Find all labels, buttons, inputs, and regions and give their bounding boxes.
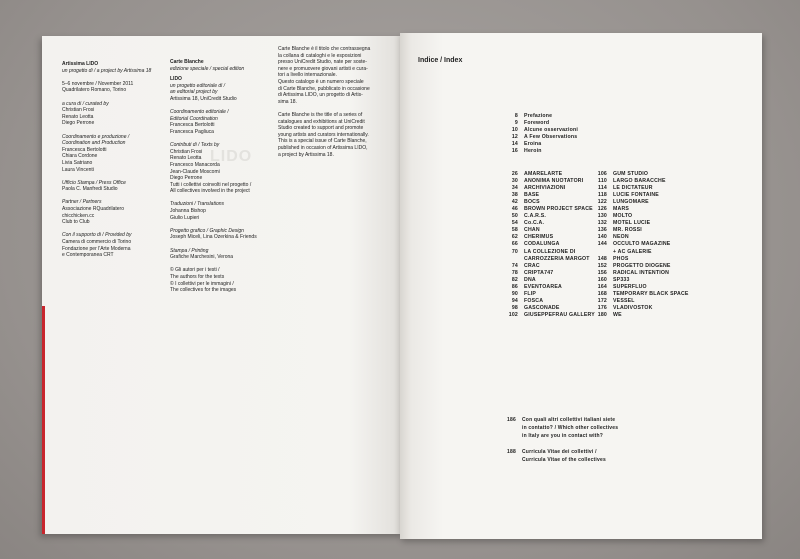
show-through-text: LIDO: [210, 148, 253, 165]
entry-title: CHERIMUS: [524, 234, 554, 241]
page-number: 26: [511, 171, 518, 177]
text-line: Livia Satriano: [62, 159, 93, 166]
index-title: Indice / Index: [418, 57, 463, 64]
text-line: Coordinamento e produzione /: [62, 133, 130, 140]
entry-title: Heroin: [524, 148, 542, 155]
text-line: Carte Blanche is the title of a series of: [278, 111, 363, 118]
text-line: Grafiche Marchesini, Verona: [170, 254, 234, 261]
page-number: [498, 432, 522, 440]
page-number: 172: [597, 297, 607, 304]
entry-title: LUNGOMARE: [613, 199, 649, 206]
text-line: The authors for the texts: [170, 274, 225, 280]
text-line: tori a livello internazionale.: [278, 72, 337, 79]
toc-entry: [587, 277, 689, 284]
page-number: 78: [511, 269, 518, 276]
text-line: sima 18.: [278, 98, 297, 105]
entry-title: CHAN: [524, 227, 540, 234]
toc-entry: [500, 141, 578, 148]
toc-entry: [498, 199, 595, 206]
text-line: Con il supporto di / Provided by: [62, 232, 132, 239]
page-number: 16: [511, 148, 518, 155]
text-line: Coordinamento editoriale /: [170, 109, 229, 116]
toc-entry: [498, 227, 595, 234]
text-line: Quadrilatero Romano, Torino: [62, 87, 127, 94]
page-number: 122: [597, 199, 607, 206]
toc-entry: [587, 263, 689, 270]
page-number: 66: [511, 241, 518, 248]
toc-entry: [587, 291, 689, 298]
toc-entry: [498, 171, 595, 178]
colophon-column-1: [62, 61, 151, 259]
page-number: 186: [507, 417, 516, 423]
entry-title: SUPERFLUO: [613, 283, 647, 290]
page-number: 180: [597, 311, 607, 318]
page-number: 86: [511, 283, 518, 290]
spacer: [278, 105, 370, 112]
toc-entry: [587, 199, 689, 206]
entry-title: SP333: [613, 276, 630, 283]
text-line: Francesca Bertolotti: [62, 146, 107, 153]
entry-title: BOCS: [524, 199, 540, 206]
page-number: 168: [597, 290, 607, 297]
page-number: 9: [514, 120, 518, 127]
page-number: 30: [511, 178, 518, 185]
text-line: Editorial Coordination: [170, 115, 218, 122]
entry-title: DNA: [524, 276, 536, 283]
text-line: © I collettivi per le immagini /: [170, 280, 234, 287]
text-line: a project by Artissima 18.: [278, 151, 334, 158]
entry-title: in Italy are you in contact with?: [522, 433, 604, 439]
entry-title: MR. ROSSI: [613, 227, 642, 234]
text-line: un progetto di / a project by Artissima 18: [62, 67, 152, 74]
text-line: Carte Blanche è il titolo che contrassegna: [278, 46, 371, 52]
text-line: Stampa / Printing: [170, 247, 209, 254]
text-line: Francesca Pagliuca: [170, 128, 214, 135]
spacer: [170, 136, 257, 143]
entry-title: AMARELARTE: [524, 171, 563, 177]
toc-entry: [587, 220, 689, 227]
text-line: Club to Club: [62, 219, 90, 226]
entry-title: MOLTO: [613, 213, 633, 220]
toc-entry: [498, 256, 595, 263]
text-line: catalogues and exhibitions at UniCredit: [278, 118, 365, 125]
text-line: Studio created to support and promote: [278, 125, 364, 132]
toc-entry: [587, 227, 689, 234]
entry-title: Con quali altri collettivi italiani siete: [522, 417, 616, 423]
entry-title: LE DICTATEUR: [613, 185, 653, 192]
text-line: Traduzioni / Translations: [170, 201, 225, 208]
text-line: © Gli autori per i testi /: [170, 267, 220, 274]
page-number: 126: [597, 206, 607, 213]
text-line: The collectives for the images: [170, 287, 237, 294]
entry-title: NEON: [613, 234, 629, 241]
page-number: 130: [597, 213, 607, 220]
text-line: e Contemporanea CRT: [62, 252, 114, 259]
toc-entry: [498, 213, 595, 220]
toc-entry: [498, 277, 595, 284]
page-number: 70: [511, 248, 518, 255]
page-number: 188: [507, 449, 516, 455]
toc-entry: [500, 148, 578, 155]
text-line: Artissima LIDO: [62, 61, 99, 67]
closing-toc: [498, 416, 618, 464]
toc-entry: [498, 416, 618, 424]
entry-title: Alcune osservazioni: [524, 127, 578, 134]
toc-entry: [587, 270, 689, 277]
page-number: 164: [597, 283, 607, 290]
toc-entry: [587, 298, 689, 305]
text-line: young artists and curators internationally.: [278, 131, 369, 138]
entry-title: Curricula Vitae of the collectives: [522, 457, 606, 463]
toc-entry: [500, 127, 578, 134]
toc-entry: [587, 206, 689, 213]
text-line: LIDO: [170, 76, 182, 83]
page-number: 42: [511, 199, 518, 206]
spacer: [62, 94, 151, 101]
text-line: Fondazione per l'Arte Moderna: [62, 245, 131, 252]
entry-title: TEMPORARY BLACK SPACE: [613, 290, 689, 297]
spacer: [62, 193, 151, 200]
entry-title: Eroina: [524, 141, 542, 148]
text-line: Renato Leotta: [170, 155, 202, 162]
text-line: This is a special issue of Carte Blanche,: [278, 138, 367, 145]
text-line: Joseph Miceli, Lina Ozerkina & Friends: [170, 234, 257, 241]
text-line: Partner / Partners: [62, 199, 102, 206]
entry-title: LA COLLEZIONE DI: [524, 248, 576, 255]
toc-entry: [587, 241, 689, 248]
page-number: [587, 249, 613, 256]
toc-entry: [498, 185, 595, 192]
toc-entry: [498, 206, 595, 213]
toc-entry: [587, 185, 689, 192]
text-line: Associazione RQuadrilatero: [62, 206, 124, 213]
page-number: 156: [597, 269, 607, 276]
text-line: un progetto editoriale di /: [170, 82, 226, 89]
text-line: a cura di / curated by: [62, 100, 109, 107]
entry-title: OCCULTO MAGAZINE: [613, 241, 671, 248]
spacer: [170, 241, 257, 248]
page-number: 58: [511, 227, 518, 234]
page-number: [498, 256, 524, 263]
text-line: Chiara Cordone: [62, 153, 98, 160]
text-line: an editorial project by: [170, 89, 218, 96]
toc-entry: [500, 113, 578, 120]
spacer: [170, 195, 257, 202]
text-line: Johanna Bishop: [170, 208, 206, 215]
page-number: 98: [511, 304, 518, 311]
toc-entry: [498, 456, 618, 464]
page-number: 140: [597, 234, 607, 241]
spacer: [498, 440, 618, 448]
page-number: 62: [511, 234, 518, 241]
colophon-column-2: [170, 59, 257, 294]
entry-title: MARS: [613, 206, 630, 213]
text-line: Contributi di / Texts by: [170, 142, 220, 149]
text-line: la collana di cataloghi e le esposizioni: [278, 52, 362, 59]
toc-entry: [587, 256, 689, 263]
collectives-toc-right: [587, 171, 689, 319]
text-line: Carte Blanche: [170, 59, 204, 65]
toc-entry: [498, 234, 595, 241]
entry-title: CODALUNGA: [524, 241, 560, 248]
collectives-toc-left: [498, 171, 595, 319]
text-line: All collectives involved in the project: [170, 188, 250, 195]
toc-entry: [500, 134, 578, 141]
entry-title: PHOS: [613, 255, 629, 262]
toc-entry: [498, 312, 595, 319]
entry-title: LUCIE FONTAINE: [613, 192, 659, 199]
text-line: Ufficio Stampa / Press Office: [62, 179, 126, 186]
toc-entry: [498, 249, 595, 256]
text-line: 5–6 novembre / November 2011: [62, 80, 134, 87]
text-line: di Artissima LIDO, un progetto di Artis-: [278, 92, 363, 99]
toc-entry: [587, 213, 689, 220]
entry-title: VLADIVOSTOK: [613, 304, 653, 311]
text-line: Diego Perrone: [170, 175, 203, 182]
entry-title: GASCONADE: [524, 304, 560, 311]
toc-entry: [498, 192, 595, 199]
entry-title: FLIP: [524, 290, 537, 297]
text-line: Tutti i collettivi coinvolti nel progetto /: [170, 181, 252, 188]
page-number: 118: [598, 192, 607, 199]
page-number: 12: [511, 134, 518, 141]
toc-entry: [498, 241, 595, 248]
text-line: di Carte Blanche, pubblicato in occasione: [278, 85, 370, 92]
entry-title: GIUSEPPEFRAU GALLERY: [524, 311, 595, 318]
entry-title: + AC GALERIE: [613, 248, 652, 255]
text-line: Paola C. Manfredi Studio: [62, 186, 118, 193]
page-number: 90: [511, 290, 518, 297]
toc-entry: [498, 305, 595, 312]
entry-title: C.A.R.S.: [524, 213, 547, 220]
page-number: 10: [511, 127, 518, 134]
text-line: Coordination and Production: [62, 140, 126, 147]
toc-entry: [498, 178, 595, 185]
entry-title: PROGETTO DIOGENE: [613, 262, 671, 269]
toc-entry: [498, 270, 595, 277]
text-line: chicchicken.cc: [62, 212, 95, 219]
page-number: 38: [511, 192, 518, 199]
page-number: 46: [511, 206, 518, 213]
toc-entry: [498, 448, 618, 456]
entry-title: A Few Observations: [524, 134, 578, 141]
entry-title: FOSCA: [524, 297, 544, 304]
toc-entry: [587, 192, 689, 199]
text-line: presso UniCredit Studio, nate per soste-: [278, 59, 367, 66]
page-number: 54: [511, 220, 518, 227]
page-number: 74: [511, 262, 518, 269]
page-number: 94: [511, 297, 518, 304]
toc-entry: [587, 249, 689, 256]
text-line: Giulio Lupieri: [170, 214, 200, 221]
page-number: 176: [597, 304, 607, 311]
spacer: [62, 173, 151, 180]
text-line: Jean-Claude Moscomi: [170, 168, 220, 175]
toc-entry: [587, 305, 689, 312]
text-line: Christian Frosi: [170, 148, 203, 155]
entry-title: ARCHIVIAZIONI: [524, 185, 566, 192]
toc-entry: [498, 284, 595, 291]
text-line: Questo catalogo è un numero speciale: [278, 78, 364, 85]
page-number: 136: [597, 227, 607, 234]
toc-entry: [587, 178, 689, 185]
page-number: 102: [508, 311, 518, 318]
entry-title: in contatto? / Which other collectives: [522, 425, 619, 431]
entry-title: LARGO BARACCHE: [613, 178, 666, 185]
page-number: 132: [597, 220, 607, 227]
page-number: [498, 424, 522, 432]
entry-title: BASE: [524, 192, 540, 199]
spacer: [170, 221, 257, 228]
toc-entry: [498, 263, 595, 270]
text-line: Christian Frosi: [62, 107, 95, 114]
page-number: 160: [597, 276, 607, 283]
text-line: published in occasion of Artissima LIDO,: [278, 144, 368, 151]
entry-title: CARROZZERIA MARGOT: [524, 255, 590, 262]
toc-entry: [498, 432, 618, 440]
toc-entry: [498, 424, 618, 432]
entry-title: CRIPTA747: [524, 269, 554, 276]
entry-title: VESSEL: [613, 297, 635, 304]
intro-toc: [500, 113, 578, 155]
text-line: Laura Vincenti: [62, 166, 94, 173]
text-line: Artissima 18, UniCredit Studio: [170, 95, 237, 102]
spacer: [170, 103, 257, 110]
toc-entry: [587, 312, 689, 319]
page-number: 144: [597, 241, 607, 248]
page-number: 114: [598, 185, 607, 192]
page-number: 110: [598, 178, 607, 185]
page-number: 14: [511, 141, 518, 148]
text-line: Progetto grafico / Graphic Design: [170, 227, 244, 234]
toc-entry: [498, 298, 595, 305]
spacer: [62, 226, 151, 233]
text-line: nere e promuovere giovani artisti e cura-: [278, 65, 368, 72]
page-number: 152: [597, 262, 607, 269]
entry-title: Co.C.A.: [524, 220, 545, 227]
spacer: [62, 127, 151, 134]
text-line: Renato Leotta: [62, 113, 94, 120]
toc-entry: [587, 234, 689, 241]
page-number: 34: [511, 185, 518, 192]
entry-title: RADICAL INTENTION: [613, 269, 670, 276]
toc-entry: [587, 284, 689, 291]
text-line: Camera di commercio di Torino: [62, 239, 132, 246]
toc-entry: [498, 220, 595, 227]
page-number: [498, 456, 522, 464]
carte-blanche-note: [278, 46, 370, 158]
page-number: 106: [597, 171, 607, 177]
entry-title: Foreword: [524, 120, 550, 127]
text-line: Francesca Bertolotti: [170, 122, 215, 129]
page-number: 82: [511, 276, 518, 283]
entry-title: Prefazione: [524, 113, 553, 119]
toc-entry: [500, 120, 578, 127]
entry-title: MOTEL LUCIE: [613, 220, 651, 227]
text-line: Diego Perrone: [62, 120, 95, 127]
entry-title: WE: [613, 311, 622, 318]
entry-title: Curricula Vitae dei collettivi /: [522, 449, 597, 455]
entry-title: CRAC: [524, 262, 540, 269]
toc-entry: [587, 171, 689, 178]
entry-title: ANONIMA NUOTATORI: [524, 178, 584, 185]
entry-title: GUM STUDIO: [613, 171, 649, 177]
red-page-edge: [42, 306, 45, 534]
entry-title: EVENTOAREA: [524, 283, 562, 290]
page-number: 148: [597, 255, 607, 262]
spacer: [62, 74, 151, 81]
text-line: edizione speciale / special edition: [170, 65, 245, 72]
entry-title: BROWN PROJECT SPACE: [524, 206, 593, 213]
page-number: 8: [514, 113, 518, 119]
text-line: Francesco Manacorda: [170, 161, 220, 168]
toc-entry: [498, 291, 595, 298]
page-number: 50: [511, 213, 518, 220]
